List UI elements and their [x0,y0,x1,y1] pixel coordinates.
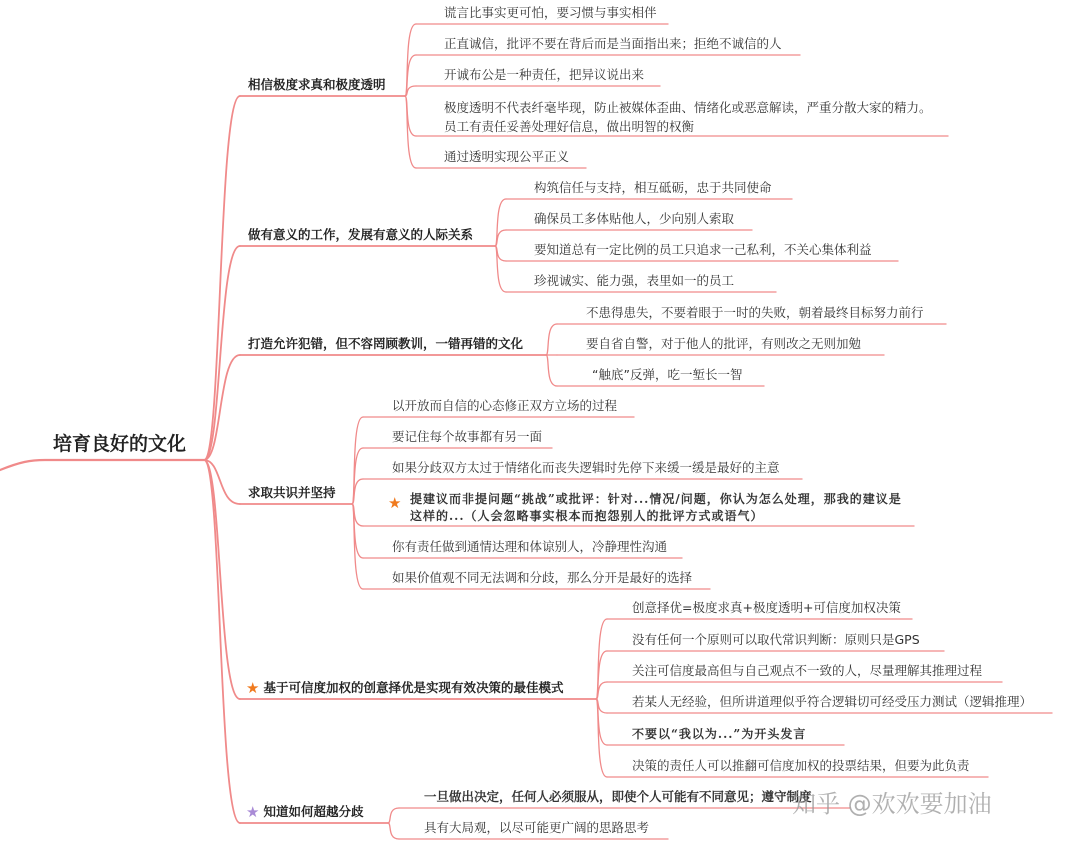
item-1-3[interactable]: 开诚布公是一种责任，把异议说出来 [444,67,645,82]
item-3-2[interactable]: 要自省自警，对于他人的批评，有则改之无则加勉 [586,336,862,351]
item-2-4[interactable]: 珍视诚实、能力强，表里如一的员工 [534,273,735,288]
item-2-2[interactable]: 确保员工多体贴他人，少向别人索取 [534,211,735,226]
item-4-3[interactable]: 如果分歧双方太过于情绪化而丧失逻辑时先停下来缓一缓是最好的主意 [392,460,780,475]
item-1-5[interactable]: 通过透明实现公平正义 [444,149,570,164]
item-4-4[interactable]: 提建议而非提问题“挑战”或批评：针对...情况/问题，你认为怎么处理，那我的建议是这样的...（人会忽略事实根本而抱怨别人的批评方式或语气） [410,492,902,523]
item-3-3[interactable]: “触底”反弹，吃一堑长一智 [592,367,743,382]
branch-consensus[interactable]: 求取共识并坚持 [248,485,336,500]
item-4-4-star [388,496,405,510]
item-3-1[interactable]: 不患得患失，不要着眼于一时的失败，朝着最终目标努力前行 [586,305,924,320]
item-2-1[interactable]: 构筑信任与支持，相互砥砺，忠于共同使命 [534,180,772,195]
star-icon: ★ [388,494,402,512]
item-4-1[interactable]: 以开放而自信的心态修正双方立场的过程 [392,398,618,413]
branch-transcend-disagreement[interactable] [246,804,363,820]
item-1-1[interactable]: 谎言比事实更可怕，要习惯与事实相伴 [444,5,657,20]
item-6-1[interactable]: 一旦做出决定，任何人必须服从，即使个人可能有不同意见；遵守制度 [424,789,812,804]
root-topic[interactable]: 培育良好的文化 [53,433,187,455]
item-4-2[interactable]: 要记住每个故事都有另一面 [392,429,543,444]
branch-idea-meritocracy-label: 基于可信度加权的创意择优是实现有效决策的最佳模式 [263,680,564,695]
item-4-6[interactable]: 如果价值观不同无法调和分歧，那么分开是最好的选择 [392,570,693,585]
item-6-2[interactable]: 具有大局观，以尽可能更广阔的思路思考 [424,820,650,835]
item-4-5[interactable]: 你有责任做到通情达理和体谅别人，冷静理性沟通 [392,539,668,554]
branch-idea-meritocracy[interactable] [246,680,563,696]
item-5-4[interactable]: 若某人无经验，但所讲道理似乎符合逻辑切可经受压力测试（逻辑推理） [632,694,1033,709]
watermark: 知乎 @欢欢要加油 [792,790,992,818]
item-5-1[interactable]: 创意择优=极度求真+极度透明+可信度加权决策 [632,600,901,615]
branch-transcend-disagreement-label: 知道如何超越分歧 [263,804,364,819]
item-5-3[interactable]: 关注可信度最高但与自己观点不一致的人，尽量理解其推理过程 [632,663,983,678]
branch-mistakes-culture[interactable]: 打造允许犯错，但不容罔顾教训，一错再错的文化 [248,336,524,351]
branch-radical-truth[interactable]: 相信极度求真和极度透明 [248,77,386,92]
item-2-3[interactable]: 要知道总有一定比例的员工只追求一己私利，不关心集体利益 [534,242,872,257]
item-1-2[interactable]: 正直诚信，批评不要在背后而是当面指出来；拒绝不诚信的人 [444,36,782,51]
branch-meaningful-work[interactable]: 做有意义的工作，发展有意义的人际关系 [248,227,474,242]
item-5-6[interactable]: 决策的责任人可以推翻可信度加权的投票结果，但要为此负责 [632,758,970,773]
item-5-5[interactable]: 不要以“我以为...”为开头发言 [632,727,807,741]
star-icon: ★ [246,679,260,697]
star-icon: ★ [246,803,260,821]
item-5-2[interactable]: 没有任何一个原则可以取代常识判断：原则只是GPS [632,632,920,647]
item-1-4[interactable]: 极度透明不代表纤毫毕现，防止被媒体歪曲、情绪化或恶意解读，严重分散大家的精力。员工有责任妥善处理好信息，做出明智的权衡 [444,100,932,134]
